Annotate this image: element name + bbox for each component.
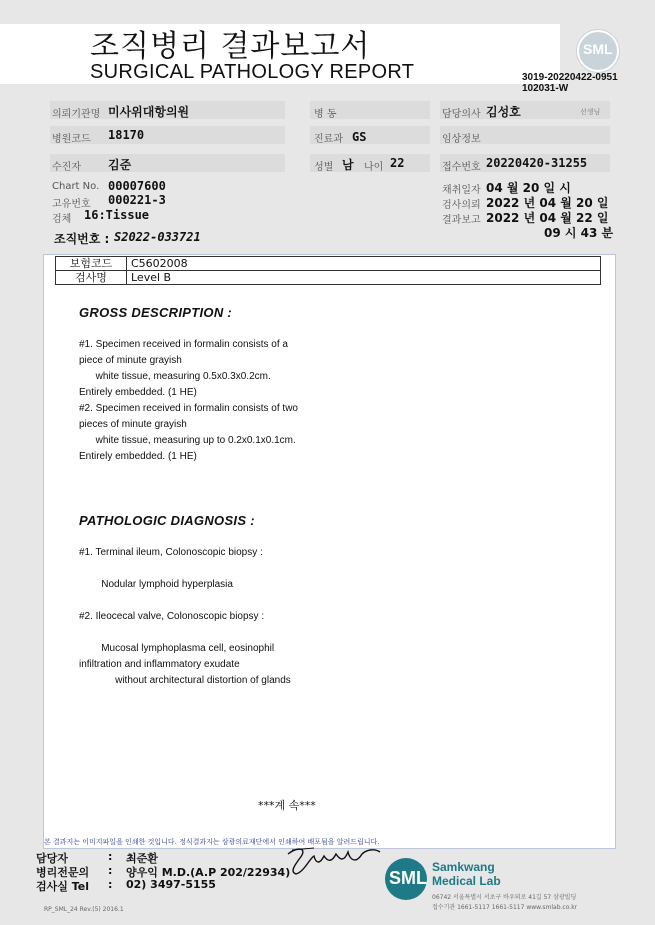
chart-no-value: 00007600 [108, 179, 166, 193]
report-time-value: 09 시 43 분 [544, 226, 614, 240]
manager-colon: : [108, 850, 113, 863]
report-date-label: 결과보고 [442, 215, 481, 226]
unique-no-value: 000221-3 [108, 193, 166, 207]
sex-value: 남 [342, 158, 354, 172]
hospital-code-label: 병원코드 [52, 134, 91, 145]
samkwang-logo-text: SML [389, 868, 427, 888]
gross-description-heading: GROSS DESCRIPTION : [79, 305, 233, 320]
report-date-value: 2022 년 04 월 22 일 [486, 211, 609, 225]
age-value: 22 [390, 156, 405, 170]
collect-date-value: 04 월 20 일 시 [486, 181, 571, 195]
requester-value: 미사위대항의원 [108, 105, 190, 119]
sml-logo-text: SML [583, 41, 613, 57]
tissue-no-label: 조직번호 : [54, 232, 110, 246]
pathologist-colon: : [108, 864, 113, 877]
company-name-line1: Samkwang [432, 860, 495, 874]
request-date-label: 검사의뢰 [442, 200, 481, 211]
pathologic-diagnosis-heading: PATHOLOGIC DIAGNOSIS : [79, 513, 255, 528]
insurance-code-value: C5602008 [127, 257, 601, 271]
lab-tel-colon: : [108, 878, 113, 891]
company-address-block [432, 893, 577, 913]
company-address: 06742 서울특별시 서초구 바우뫼로 41길 57 삼광빌딩 [432, 894, 577, 901]
dept-label: 진료과 [314, 134, 343, 145]
specimen-label: 검체 [52, 214, 72, 225]
document-number: 3019-20220422-0951 102031-W [522, 72, 618, 94]
gross-description-text: #1. Specimen received in formalin consists of a piece of minute grayish white tissue, measuring 0.5x0.3x0.2cm. Entirely embedded. (1 HE) #2. Specimen received in formalin consists of two pieces of minute grayish white tissue, measuring up to 0.2x0.1x0.1cm. Entirely embedded. (1 HE) [79, 339, 298, 462]
manager-value: 최준환 [126, 852, 158, 865]
form-code: RP_SML_24 Rev.(5) 2016.1 [44, 906, 124, 913]
ward-label: 병 동 [314, 109, 337, 120]
handwritten-signature-icon [284, 842, 384, 880]
continued-marker: ***계 속*** [258, 799, 316, 812]
doctor-value: 김성호 [486, 105, 521, 119]
pathologic-diagnosis-text: #1. Terminal ileum, Colonoscopic biopsy : Nodular lymphoid hyperplasia #2. Ileocecal valve, Colonoscopic biopsy : Mucosal lymphoplasma cell, eosinophil infiltration and inflammatory exudate without architectural distortion of glands [79, 547, 291, 686]
lab-tel-value: 02) 3497-5155 [126, 878, 216, 891]
requester-label: 의뢰기관명 [52, 109, 101, 120]
age-label: 나이 [364, 162, 384, 173]
patient-label: 수진자 [52, 162, 81, 173]
collect-date-label: 채취일자 [442, 185, 481, 196]
pathologist-value: 양우익 M.D.(A.P 202/22934) [126, 866, 291, 879]
specimen-value: 16:Tissue [84, 208, 150, 222]
chart-no-label: Chart No. [52, 181, 100, 192]
request-date-value: 2022 년 04 월 20 일 [486, 196, 609, 210]
accession-value: 20220420-31255 [486, 156, 588, 170]
company-name-line2: Medical Lab [432, 874, 501, 888]
test-name-label: 검사명 [56, 271, 127, 285]
company-phone: 접수기관 1661-5117 1661-5117 www.smlab.co.kr [432, 904, 578, 911]
sex-label: 성별 [314, 162, 334, 173]
report-title-english: SURGICAL PATHOLOGY REPORT [90, 61, 415, 83]
dept-value: GS [352, 130, 367, 144]
table-row [56, 271, 601, 285]
report-title-korean: 조직병리 결과보고서 [90, 29, 371, 64]
pathologist-label: 병리전문의 [36, 866, 90, 879]
hospital-code-value: 18170 [108, 128, 145, 142]
table-row [56, 257, 601, 271]
test-name-value: Level B [127, 271, 601, 285]
clinical-info-label: 임상정보 [442, 134, 481, 145]
doctor-suffix: 선생님 [580, 108, 601, 116]
insurance-table [55, 256, 601, 285]
doctor-label: 담당의사 [442, 109, 481, 120]
accession-label: 접수번호 [442, 162, 481, 173]
lab-tel-label: 검사실 Tel [36, 880, 89, 893]
patient-field-bg [50, 154, 285, 172]
disclaimer-note: 본 결과지는 이미지파일을 인쇄한 것입니다. 정식결과지는 삼광의료재단에서 인쇄하여 배포됨을 알려드립니다. [44, 838, 380, 846]
patient-value: 김준 [108, 158, 132, 172]
insurance-code-label: 보험코드 [56, 257, 127, 271]
unique-no-label: 고유번호 [52, 199, 91, 210]
manager-label: 담당자 [36, 852, 68, 865]
tissue-no-value: S2022-033721 [114, 230, 201, 244]
company-name [432, 860, 501, 888]
